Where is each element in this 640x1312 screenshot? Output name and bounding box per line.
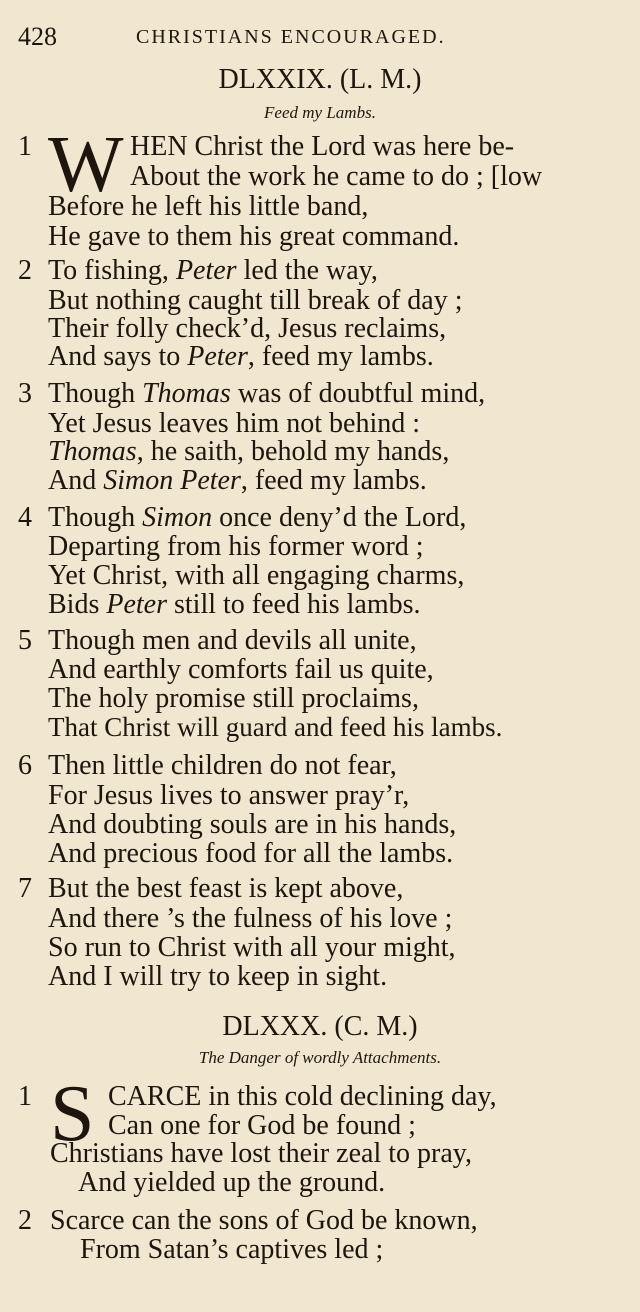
running-title: CHRISTIANS ENCOURAGED. <box>136 26 446 48</box>
stanza-number: 1 <box>18 1081 32 1112</box>
verse-line: But nothing caught till break of day ; <box>48 285 463 316</box>
verse-line: He gave to them his great command. <box>48 221 460 252</box>
drop-cap: W <box>48 121 124 209</box>
verse-line: Though Thomas was of doubtful mind, <box>48 378 486 409</box>
stanza-number: 3 <box>18 378 32 409</box>
verse-line: Then little children do not fear, <box>48 750 397 781</box>
verse-line: Yet Christ, with all engaging charms, <box>48 560 465 591</box>
verse-line: From Satan’s captives led ; <box>80 1234 384 1265</box>
hymn-title: DLXXX. (C. M.) <box>222 1011 418 1042</box>
verse-line: So run to Christ with all your might, <box>48 932 456 963</box>
stanza-number: 7 <box>18 873 32 904</box>
hymn-title: DLXXIX. (L. M.) <box>218 64 422 95</box>
verse-line: Their folly check’d, Jesus reclaims, <box>48 313 447 344</box>
verse-line: Though Simon once deny’d the Lord, <box>48 502 467 533</box>
verse-line: For Jesus lives to answer pray’r, <box>48 780 410 811</box>
verse-line: To fishing, Peter led the way, <box>48 255 378 286</box>
verse-line: And I will try to keep in sight. <box>48 961 388 992</box>
verse-line: And says to Peter, feed my lambs. <box>48 341 434 372</box>
verse-line: Before he left his little band, <box>48 191 369 222</box>
verse-line: And earthly comforts fail us quite, <box>48 654 434 685</box>
verse-line: CARCE in this cold declining day, <box>108 1081 497 1112</box>
page-number: 428 <box>18 22 57 51</box>
hymn-subtitle: The Danger of wordly Attachments. <box>198 1048 442 1067</box>
stanza-number: 2 <box>18 1205 32 1236</box>
verse-line: Christians have lost their zeal to pray, <box>50 1138 472 1169</box>
stanza-number: 1 <box>18 131 32 162</box>
verse-line: Yet Jesus leaves him not behind : <box>48 408 421 439</box>
verse-line: And there ’s the fulness of his love ; <box>48 903 453 934</box>
stanza-number: 5 <box>18 625 32 656</box>
stanza-number: 6 <box>18 750 32 781</box>
verse-line: Departing from his former word ; <box>48 531 424 562</box>
verse-line: And doubting souls are in his hands, <box>48 809 457 840</box>
verse-line: Though men and devils all unite, <box>48 625 417 656</box>
verse-line: Can one for God be found ; <box>108 1110 416 1141</box>
verse-line: That Christ will guard and feed his lambs. <box>48 712 503 742</box>
running-head <box>18 22 618 52</box>
verse-line: And Simon Peter, feed my lambs. <box>48 465 427 496</box>
verse-line: And precious food for all the lambs. <box>48 838 454 869</box>
verse-line: The holy promise still proclaims, <box>48 683 419 714</box>
verse-line: About the work he came to do ; [low <box>130 161 543 192</box>
hymn-subtitle: Feed my Lambs. <box>264 103 376 122</box>
verse-line: But the best feast is kept above, <box>48 873 404 904</box>
verse-line: HEN Christ the Lord was here be- <box>130 131 515 162</box>
verse-line: Thomas, he saith, behold my hands, <box>48 436 450 467</box>
drop-cap: S <box>50 1070 95 1158</box>
stanza-number: 2 <box>18 255 32 286</box>
verse-line: Scarce can the sons of God be known, <box>50 1205 478 1236</box>
verse-line: And yielded up the ground. <box>78 1167 386 1198</box>
stanza-number: 4 <box>18 502 32 533</box>
verse-line: Bids Peter still to feed his lambs. <box>48 589 421 620</box>
